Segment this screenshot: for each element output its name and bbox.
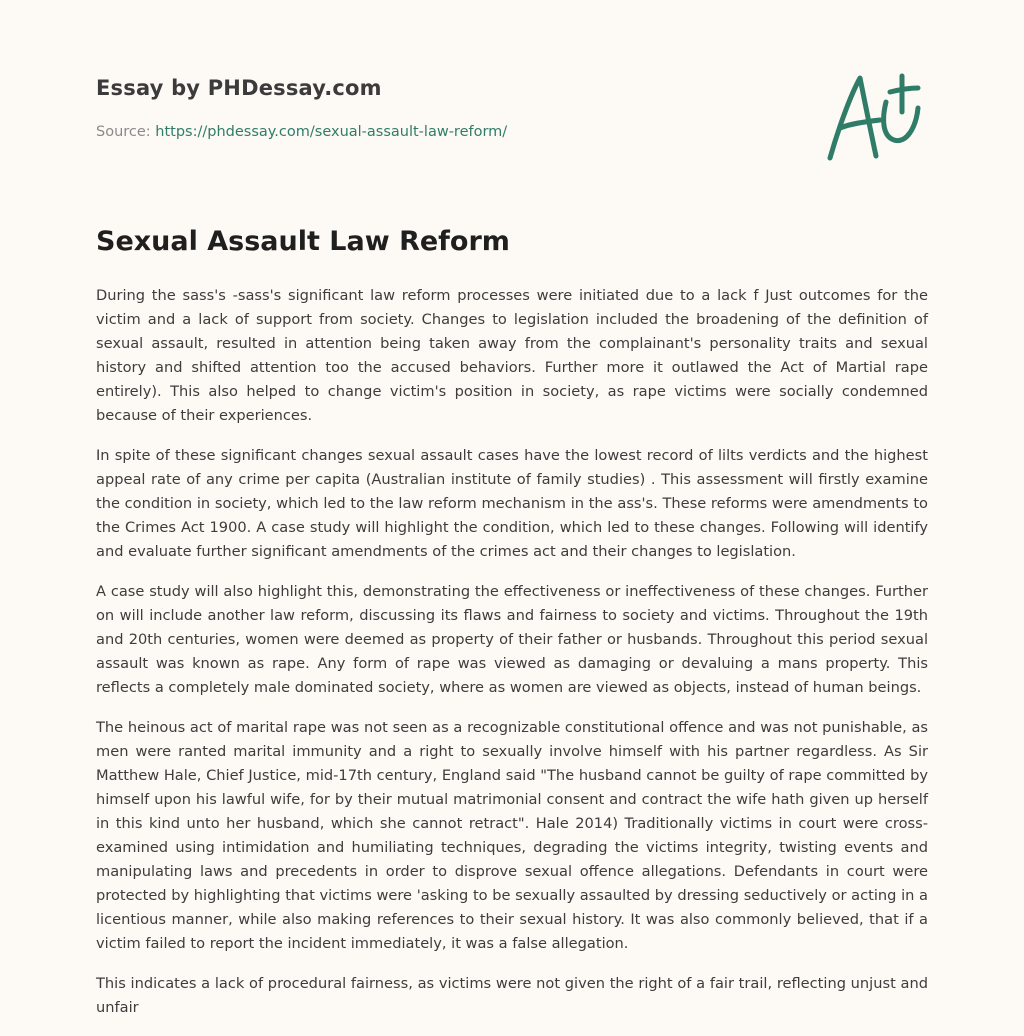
essay-title: Sexual Assault Law Reform bbox=[96, 226, 510, 257]
essay-paragraph: In spite of these significant changes sexual assault cases have the lowest record of lilts verdicts and the highest appeal rate of any crime per capita (Australian institute of family studies) . This assessment will firstly examine the condition in society, which led to the law reform mechanism in the ass's. These reforms were amendments to the Crimes Act 1900. A case study will highlight the condition, which led to these changes. Following will identify and evaluate further significant amendments of the crimes act and their changes to legislation. bbox=[96, 447, 928, 560]
source-link[interactable]: https://phdessay.com/sexual-assault-law-reform/ bbox=[155, 124, 508, 140]
essay-paragraph: This indicates a lack of procedural fairness, as victims were not given the right of a fair trail, reflecting unjust and unfair bbox=[96, 975, 928, 1016]
a-plus-logo-icon bbox=[822, 68, 928, 164]
page-header bbox=[96, 0, 928, 200]
essay-body bbox=[96, 284, 928, 1036]
essay-paragraph: A case study will also highlight this, demonstrating the effectiveness or ineffectiveness of these changes. Further on will include another law reform, discussing its flaws and fairness to society and victims. Throughout the 19th and 20th centuries, women were deemed as property of their father or husbands. Throughout this period sexual assault was known as rape. Any form of rape was viewed as damaging or devaluing a mans property. This reflects a completely male dominated society, where as women are viewed as objects, instead of human beings. bbox=[96, 583, 928, 696]
site-brand: Essay by PHDessay.com bbox=[96, 76, 382, 100]
source-line bbox=[96, 124, 507, 140]
essay-paragraph: During the sass's -sass's significant law reform processes were initiated due to a lack f Just outcomes for the victim and a lack of support from society. Changes to legislation included the broadening of the definition of sexual assault, resulted in attention being taken away from the complainant's personality traits and sexual history and shifted attention too the accused behaviors. Further more it outlawed the Act of Martial rape entirely). This also helped to change victim's position in society, as rape victims were socially condemned because of their experiences. bbox=[96, 287, 928, 424]
source-label: Source: bbox=[96, 124, 151, 140]
essay-page bbox=[96, 0, 928, 1036]
essay-paragraph: The heinous act of marital rape was not seen as a recognizable constitutional offence and was not punishable, as men were ranted marital immunity and a right to sexually involve himself with his partner regardless. As Sir Matthew Hale, Chief Justice, mid-17th century, England said "The husband cannot be guilty of rape committed by himself upon his lawful wife, for by their mutual matrimonial consent and contract the wife hath given up herself in this kind unto her husband, which she cannot retract". Hale 2014) Traditionally victims in court were cross-examined using intimidation and humiliating techniques, degrading the victims integrity, twisting events and manipulating laws and precedents in order to disprove sexual offence allegations. Defendants in court were protected by highlighting that victims were 'asking to be sexually assaulted by dressing seductively or acting in a licentious manner, while also making references to their sexual history. It was also commonly believed, that if a victim failed to report the incident immediately, it was a false allegation. bbox=[96, 719, 928, 952]
